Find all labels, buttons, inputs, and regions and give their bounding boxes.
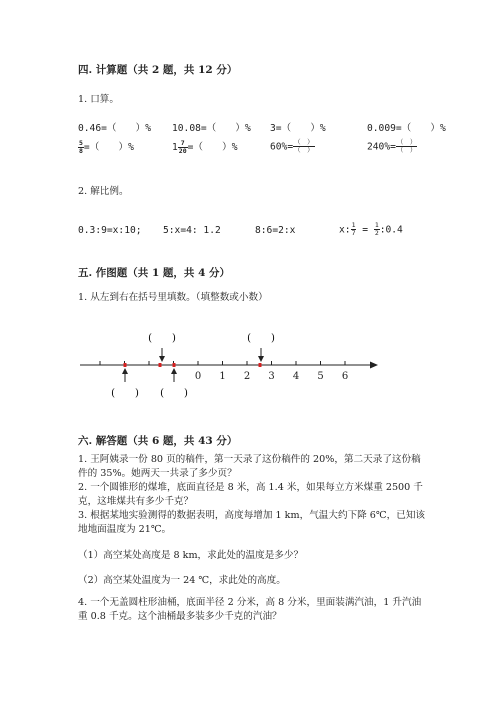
proportion-item: 0.3:9=x:10; [78,225,142,236]
problem-3-part-1: （1）高空某处高度是 8 km，求此处的温度是多少？ [78,550,304,561]
problem-3-part-2: （2）高空某处温度为一 24 ℃，求此处的高度。 [78,575,286,586]
oral-calc-item: 10.08=（ ）% [172,123,251,134]
down-arrow-icon [159,356,165,362]
oral-calc-item: 3=（ ）% [270,123,326,134]
tick-labels [195,371,348,382]
section-4-title: 四. 计算题（共 2 题，共 12 分） [78,64,238,76]
up-arrow-icon [122,368,128,374]
answer-blank: ( ) [111,388,139,399]
oral-calc-item: 60%= $\frac{( )}{( )}$ [270,138,314,154]
q1-label: 1. 口算。 [78,94,119,105]
marker-point [173,363,176,367]
tick-label: 5 [317,371,324,382]
tick-label: 4 [292,371,300,382]
section-6-title: 六. 解答题（共 6 题，共 43 分） [78,435,238,447]
fraction: $\frac{1}{7}$ [351,221,356,237]
tick-label: 2 [243,371,251,382]
fraction: $\frac{( )}{( )}$ [396,138,417,154]
fraction: $\frac{( )}{( )}$ [294,138,314,154]
fraction: $\frac{1}{2}$ [374,221,379,237]
section-5-title: 五. 作图题（共 1 题，共 4 分） [78,267,231,279]
oral-calc-item: 0.46=（ ）% [78,123,152,134]
problem-4: 4. 一个无盖圆柱形油桶，底面半径 2 分米，高 8 分米，里面装满汽油，1 升汽油重 0.8 千克。这个油桶最多装多少千克的汽油？ [78,597,422,622]
q2-label: 2. 解比例。 [78,186,129,197]
tick-label: 3 [268,371,275,382]
proportion-item: 8:6=2:x [255,225,296,236]
down-arrow-icon [258,356,264,362]
tick-label: 1 [219,371,226,382]
marker-point [259,363,262,367]
oral-calc-item: $\frac{5}{8}$ =（ ）% [79,138,134,155]
answer-blank: ( ) [148,333,176,344]
oral-calc-item: 1 $\frac{7}{20}$ =（ ）% [172,138,238,155]
tick-label: 6 [341,371,349,382]
problem-1: 1. 王阿姨录一份 80 页的稿件，第一天录了这份稿件的 20%，第二天录了这份稿件的 35%。她两天一共录了多少页？ [78,454,421,479]
answer-blank: ( ) [247,333,275,344]
tick-label: 0 [194,371,202,382]
marker-point [124,363,127,367]
oral-calc-item: 240%= $\frac{( )}{( )}$ [367,138,417,154]
ticks [100,361,345,365]
problem-3: 3. 根据某地实验测得的数据表明，高度每增加 1 km，气温大约下降 6℃，已知该地地面温度为 21℃。 [78,510,426,535]
up-arrow-icon [171,368,177,374]
problem-2: 2. 一个圆锥形的煤堆，底面直径是 8 米，高 1.4 米，如果每立方米煤重 2500 千克，这堆煤共有多少千克？ [78,482,423,507]
oral-calc-item: 0.009=（ ）% [367,123,446,134]
proportion-item: x: $\frac{1}{7}$ = $\frac{1}{2}$ :0.4 [339,221,403,237]
drawing-question: 1. 从左到右在括号里填数。（填整数或小数） [78,292,268,303]
number-line [0,320,500,410]
answer-blank: ( ) [160,388,188,399]
proportion-item: 5:x=4: 1.2 [163,225,221,236]
fraction: $\frac{5}{8}$ [79,138,83,155]
axis-arrow [370,362,378,369]
marker-point [159,363,162,367]
fraction: $\frac{7}{20}$ [178,138,187,155]
